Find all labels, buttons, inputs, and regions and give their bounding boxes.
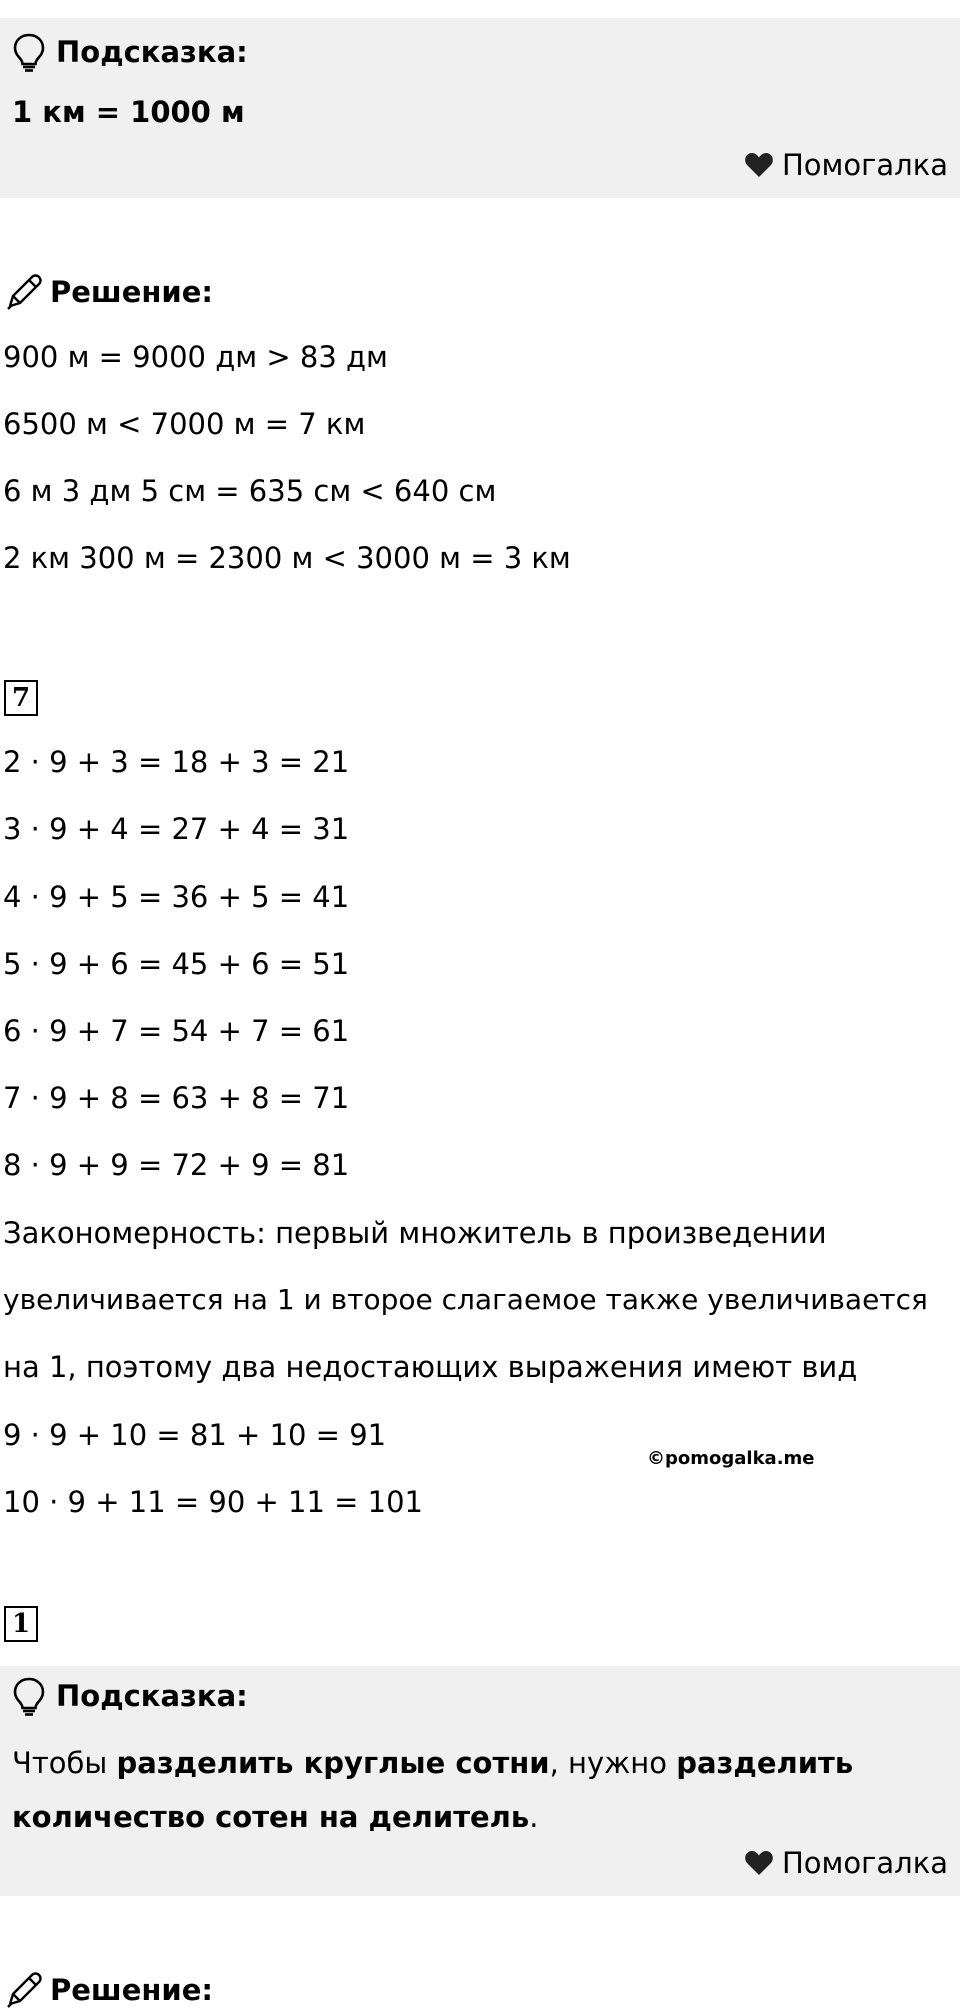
brand-label: [744, 1846, 948, 1880]
pencil-icon: [4, 1970, 44, 2010]
task-line: 8 · 9 + 9 = 72 + 9 = 81: [3, 1148, 350, 1182]
brand-name: Помогалка: [782, 1846, 948, 1880]
task-number: 1: [4, 1606, 38, 1642]
hint-text: [12, 92, 942, 132]
task-line: 5 · 9 + 6 = 45 + 6 = 51: [3, 947, 350, 981]
solution-line: 900 м = 9000 дм > 83 дм: [3, 340, 388, 374]
brand-name: Помогалка: [782, 148, 948, 182]
lightbulb-icon: [12, 1676, 46, 1716]
heart-icon: [744, 1850, 774, 1876]
hint-text-part: Чтобы: [12, 1746, 117, 1780]
task-line: 7 · 9 + 8 = 63 + 8 = 71: [3, 1081, 350, 1115]
hint-text: [12, 1736, 942, 1844]
hint-title: Подсказка:: [56, 35, 248, 69]
hint-text-bold: разделить круглые сотни: [116, 1746, 550, 1780]
lightbulb-icon: [12, 32, 46, 72]
solution-header: [4, 272, 213, 312]
hint-header: [12, 1676, 248, 1716]
hint-text-part: , нужно: [549, 1746, 677, 1780]
solution-line: 6 м 3 дм 5 см = 635 см < 640 см: [3, 474, 497, 508]
hint-box: [0, 1666, 960, 1896]
heart-icon: [744, 152, 774, 178]
task-line: 4 · 9 + 5 = 36 + 5 = 41: [3, 880, 350, 914]
task-line: на 1, поэтому два недостающих выражения имеют вид: [3, 1350, 858, 1384]
hint-formula: 1 км = 1000 м: [12, 95, 245, 129]
solution-line: 2 км 300 м = 2300 м < 3000 м = 3 км: [3, 541, 571, 575]
brand-label: [744, 148, 948, 182]
pencil-icon: [4, 272, 44, 312]
hint-box: [0, 18, 960, 198]
task-line: 6 · 9 + 7 = 54 + 7 = 61: [3, 1014, 350, 1048]
task-line: увеличивается на 1 и второе слагаемое также увеличивается: [3, 1283, 928, 1316]
solution-title: Решение:: [50, 1973, 214, 2007]
task-line: 10 · 9 + 11 = 90 + 11 = 101: [3, 1485, 424, 1519]
solution-line: 6500 м < 7000 м = 7 км: [3, 407, 366, 441]
hint-title: Подсказка:: [56, 1679, 248, 1713]
hint-text-bold: разделить количество сотен на делитель: [12, 1746, 854, 1834]
task-line: 3 · 9 + 4 = 27 + 4 = 31: [3, 812, 350, 846]
task-number: 7: [4, 680, 38, 716]
hint-text-part: .: [529, 1800, 539, 1834]
watermark: ©pomogalka.me: [647, 1448, 815, 1469]
task-line: 9 · 9 + 10 = 81 + 10 = 91: [3, 1418, 387, 1452]
solution-title: Решение:: [50, 275, 214, 309]
solution-header: [4, 1970, 213, 2010]
hint-header: [12, 32, 248, 72]
task-line: 2 · 9 + 3 = 18 + 3 = 21: [3, 745, 350, 779]
task-line: Закономерность: первый множитель в произведении: [3, 1216, 827, 1250]
